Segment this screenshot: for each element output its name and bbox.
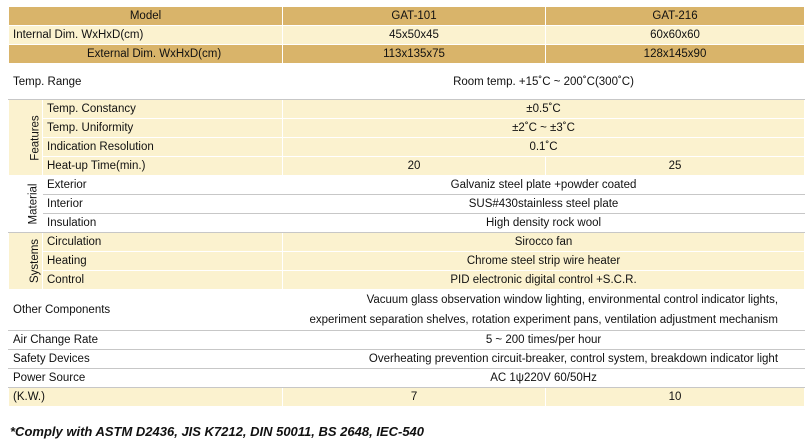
material-group-label: Material [9, 176, 43, 233]
kw-label: (K.W.) [9, 388, 283, 407]
interior-value: SUS#430stainless steel plate [283, 195, 805, 214]
safety-row [9, 350, 805, 369]
heatup-time-label: Heat-up Time(min.) [43, 157, 283, 176]
systems-row-control [9, 271, 805, 290]
heating-label: Heating [43, 252, 283, 271]
control-value: PID electronic digital control +S.C.R. [283, 271, 805, 290]
internal-dim-gat-216: 60x60x60 [546, 26, 805, 45]
systems-row-circulation [9, 233, 805, 252]
features-row-resolution [9, 138, 805, 157]
other-components-label: Other Components [9, 290, 283, 331]
systems-row-heating [9, 252, 805, 271]
temp-uniformity-label: Temp. Uniformity [43, 119, 283, 138]
external-dim-label: External Dim. WxHxD(cm) [9, 45, 283, 64]
heatup-time-gat-101: 20 [283, 157, 546, 176]
kw-gat-101: 7 [283, 388, 546, 407]
features-row-uniformity [9, 119, 805, 138]
internal-dim-gat-101: 45x50x45 [283, 26, 546, 45]
header-row [9, 7, 805, 26]
internal-dim-row [9, 26, 805, 45]
other-components-line-1: Vacuum glass observation window lighting, environmental control indicator lights, [366, 294, 779, 306]
kw-row [9, 388, 805, 407]
external-dim-gat-216: 128x145x90 [546, 45, 805, 64]
air-change-value: 5 ~ 200 times/per hour [283, 331, 805, 350]
insulation-label: Insulation [43, 214, 283, 233]
material-row-exterior [9, 176, 805, 195]
temp-range-label: Temp. Range [9, 64, 283, 100]
interior-label: Interior [43, 195, 283, 214]
kw-gat-216: 10 [546, 388, 805, 407]
features-row-constancy [9, 100, 805, 119]
air-change-row [9, 331, 805, 350]
safety-label: Safety Devices [9, 350, 283, 369]
features-group-label: Features [9, 100, 43, 176]
exterior-value: Galvaniz steel plate +powder coated [283, 176, 805, 195]
circulation-label: Circulation [43, 233, 283, 252]
model-label: Model [9, 7, 283, 26]
heatup-time-gat-216: 25 [546, 157, 805, 176]
air-change-label: Air Change Rate [9, 331, 283, 350]
compliance-footnote: *Comply with ASTM D2436, JIS K7212, DIN 50011, BS 2648, IEC-540 [10, 424, 425, 439]
external-dim-row [9, 45, 805, 64]
features-row-heatup [9, 157, 805, 176]
other-components-row [9, 290, 805, 331]
power-value: AC 1ψ220V 60/50Hz [283, 369, 805, 388]
heating-value: Chrome steel strip wire heater [283, 252, 805, 271]
power-row [9, 369, 805, 388]
other-components-line-2: experiment separation shelves, rotation experiment pans, ventilation adjustment mechanism [309, 314, 779, 326]
power-label: Power Source [9, 369, 283, 388]
temp-range-value: Room temp. +15˚C ~ 200˚C(300˚C) [283, 64, 805, 100]
circulation-value: Sirocco fan [283, 233, 805, 252]
control-label: Control [43, 271, 283, 290]
spec-table [8, 6, 805, 407]
external-dim-gat-101: 113x135x75 [283, 45, 546, 64]
material-row-insulation [9, 214, 805, 233]
indication-resolution-value: 0.1˚C [283, 138, 805, 157]
material-row-interior [9, 195, 805, 214]
other-components-value [283, 290, 805, 331]
temp-constancy-label: Temp. Constancy [43, 100, 283, 119]
model-gat-216: GAT-216 [546, 7, 805, 26]
model-gat-101: GAT-101 [283, 7, 546, 26]
temp-uniformity-value: ±2˚C ~ ±3˚C [283, 119, 805, 138]
insulation-value: High density rock wool [283, 214, 805, 233]
exterior-label: Exterior [43, 176, 283, 195]
indication-resolution-label: Indication Resolution [43, 138, 283, 157]
internal-dim-label: Internal Dim. WxHxD(cm) [9, 26, 283, 45]
temp-range-row [9, 64, 805, 100]
temp-constancy-value: ±0.5˚C [283, 100, 805, 119]
systems-group-label: Systems [9, 233, 43, 290]
safety-value: Overheating prevention circuit-breaker, control system, breakdown indicator light [283, 350, 805, 369]
